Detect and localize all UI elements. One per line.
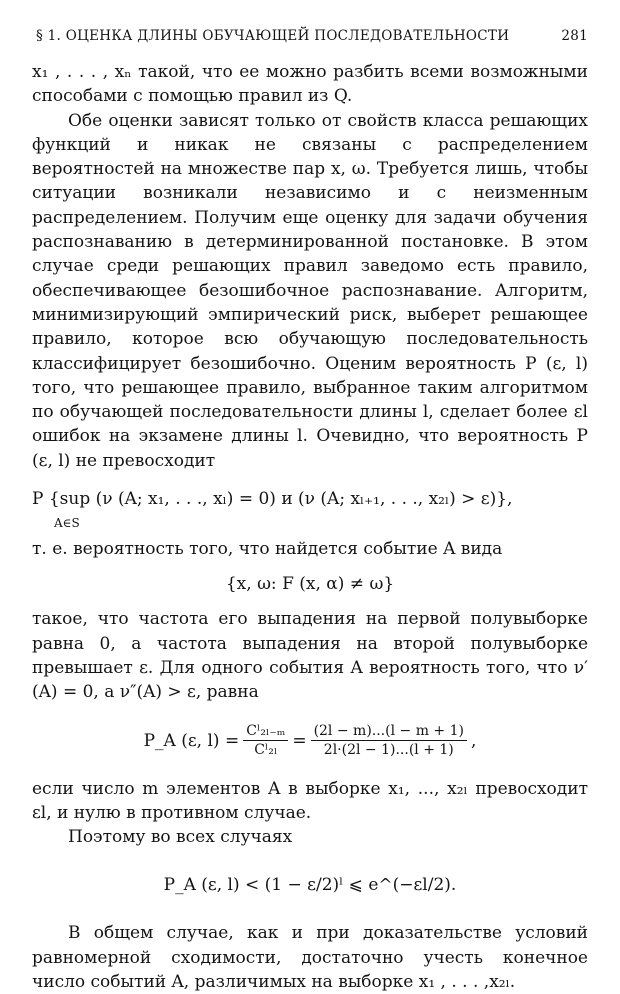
running-header [32, 28, 588, 54]
fraction-product [311, 723, 467, 758]
book-page [32, 28, 588, 994]
formula-3-equals: = [292, 730, 307, 751]
fraction-binomial [243, 723, 288, 758]
formula-pa-bound: P_A (ε, l) < (1 − ε/2)ˡ ⩽ e^(−εl/2). [163, 875, 457, 896]
formula-event-set: {x, ω: F (x, α) ≠ ω} [225, 574, 395, 595]
paragraph-1: x₁ , . . . , xₙ такой, что ее можно разбить всеми возможными способами с помощью правил из Q. [32, 62, 588, 107]
section-title: § 1. ОЦЕНКА ДЛИНЫ ОБУЧАЮЩЕЙ ПОСЛЕДОВАТЕЛЬНОСТИ [36, 28, 510, 44]
paragraph-6: Поэтому во всех случаях [68, 827, 293, 848]
fraction-2-denominator: 2l·(2l − 1)...(l + 1) [323, 742, 454, 759]
paragraph-7: В общем случае, как и при доказательстве условий равномерной сходимости, достаточно учесть конечное число событий A, различимых на выборке x₁ , . . . ,x₂ₗ. [32, 923, 588, 993]
fraction-2-numerator: (2l − m)...(l − m + 1) [311, 723, 467, 741]
formula-3-comma: , [470, 730, 477, 751]
formula-1-subscript: A∈S [54, 516, 80, 531]
paragraph-5: если число m элементов A в выборке x₁, ..., x₂ₗ превосходит εl, и нулю в противном случае. [32, 778, 588, 823]
formula-1-main: P {sup (ν (A; x₁, . . ., xₗ) = 0) и (ν (A; xₗ₊₁, . . ., x₂ₗ) > ε)}, [32, 489, 513, 510]
formula-probability-sup [32, 485, 588, 537]
paragraph-2: Обе оценки зависят только от свойств класса решающих функций и никак не связаны с распределением вероятностей на множестве пар x, ω. Требуется лишь, чтобы ситуации возникали независимо и с неизменным распределением. Получим еще оценку для задачи обучения распознаванию в детерминированной постановке. В этом случае среди решающих правил заведомо есть правило, обеспечивающее безошибочное распознавание. Алгоритм, минимизирующий эмпирический риск, выберет решающее правило, которое всю обучающую последовательность классифицирует безошибочно. Оценим вероятность P (ε, l) того, что решающее правило, выбранное таким алгоритмом по обучающей последовательности длины l, сделает более εl ошибок на экзамене длины l. Очевидно, что вероятность P (ε, l) не превосходит [32, 110, 588, 471]
page-number: 281 [561, 28, 588, 44]
formula-pa-combinatorial [32, 705, 588, 777]
fraction-1-denominator: Cˡ₂ₗ [254, 742, 278, 759]
paragraph-4: такое, что частота его выпадения на первой полувыборке равна 0, а частота выпадения на второй полувыборке превышает ε. Для одного события A вероятность того, что ν′(A) = 0, а ν″(A) > ε, равна [32, 609, 588, 703]
fraction-1-numerator: Cˡ₂ₗ₋ₘ [243, 723, 288, 741]
formula-3-left: P_A (ε, l) = [143, 730, 240, 751]
paragraph-3: т. е. вероятность того, что найдется событие A вида [32, 539, 503, 560]
